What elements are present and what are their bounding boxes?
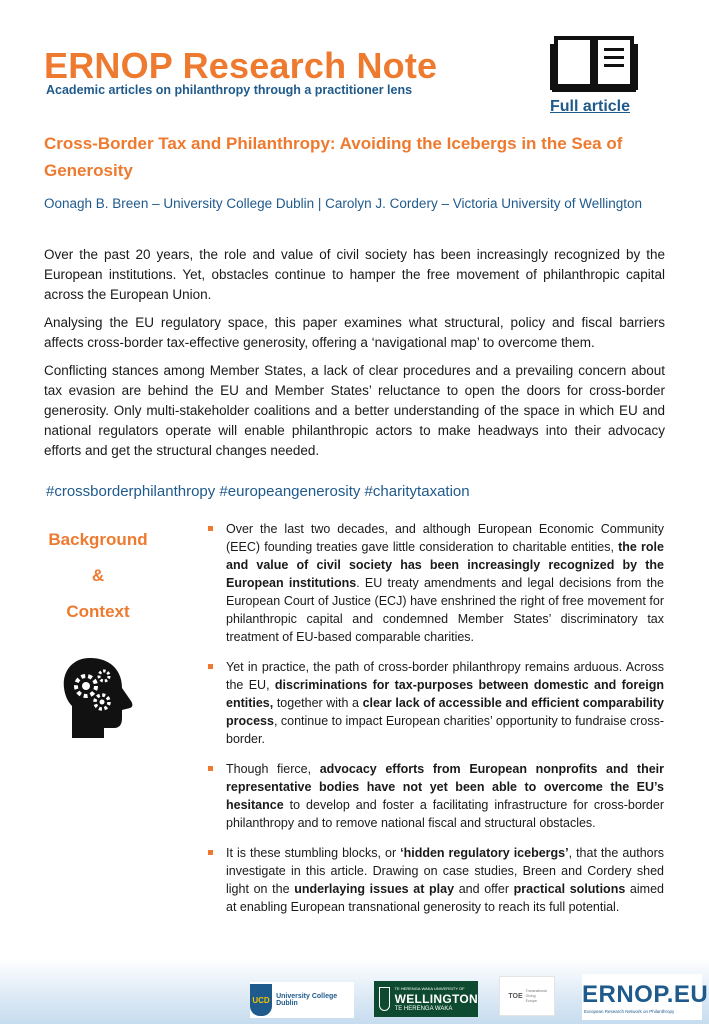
full-article-link[interactable]: Full article — [550, 98, 631, 115]
page-title: ERNOP Research Note — [44, 45, 438, 86]
wellington-logo-text: TE HERENGA WAKA UNIVERSITY OF WELLINGTON TE HERENGA WAKA — [394, 986, 478, 1012]
wellington-crest-icon — [379, 987, 390, 1011]
list-item: It is these stumbling blocks, or ‘hidden regulatory icebergs’, that the authors investigate in this article. Drawing on case studies, Breen and Cordery shed light on the underlaying issues at play and offer practical solutions aimed at enabling European transnational generosity to reach its full potential. — [206, 844, 664, 916]
section-heading-line: Context — [66, 602, 130, 621]
section-heading — [42, 522, 154, 630]
intro-paragraph: Conflicting stances among Member States, a lack of clear procedures and a prevailing concern about tax evasion are behind the EU and Member States’ reluctance to open the doors for cross-border generosity. Only multi-stakeholder coalitions and a better understanding of the space in which EU and national regulators operate will enable philanthropic actors to make headways into their advocacy efforts and get the structural changes needed. — [44, 363, 665, 458]
bullet-square-icon — [208, 766, 213, 771]
hashtags: #crossborderphilanthropy #europeangenerosity #charitytaxation — [46, 483, 470, 500]
list-item: Though fierce, advocacy efforts from European nonprofits and their representative bodies have not yet been able to overcome the EU’s hesitance to develop and foster a facilitating infrastructure for cross-border philanthropy and to remove national fiscal and structural obstacles. — [206, 760, 664, 832]
bullet-square-icon — [208, 664, 213, 669]
article-authors: Oonagh B. Breen – University College Dublin | Carolyn J. Cordery – Victoria University of Wellington — [44, 196, 643, 211]
wellington-logo[interactable] — [374, 981, 478, 1017]
ernop-logo-text: ERNOP.EU — [582, 980, 709, 1008]
ucd-logo[interactable] — [250, 982, 354, 1018]
section-heading-line: & — [91, 566, 105, 585]
ucd-logo-text: University College Dublin — [276, 993, 338, 1007]
section-heading-line: Background — [48, 530, 148, 549]
article-intro — [44, 245, 665, 469]
list-item: Over the last two decades, and although European Economic Community (EEC) founding treaties gave little consideration to charitable entities, the role and value of civil society has been increasingly recognized by the European institutions. EU treaty amendments and legal decisions from the European Court of Justice (ECJ) have enshrined the right of free movement for philanthropic capital and condemned Member States’ discriminatory tax treatment of EU-based comparable charities. — [206, 520, 664, 646]
article-title: Cross-Border Tax and Philanthropy: Avoiding the Icebergs in the Sea of Generosity — [44, 134, 623, 180]
ernop-logo-subtext: European Research Network on Philanthropy — [584, 1008, 675, 1014]
ucd-crest-icon: UCD — [250, 984, 272, 1016]
intro-paragraph: Analysing the EU regulatory space, this paper examines what structural, policy and fiscal barriers affects cross-border tax-effective generosity, offering a ‘navigational map’ to overcome them. — [44, 315, 665, 350]
open-book-icon[interactable] — [549, 34, 639, 96]
page-subtitle: Academic articles on philanthropy through a practitioner lens — [46, 83, 413, 97]
toe-logo-text: Transnational Giving Europe — [525, 988, 547, 1003]
intro-paragraph: Over the past 20 years, the role and value of civil society has been increasingly recognized by the European institutions. Yet, obstacles continue to hamper the free movement of philanthropic capital across the European Union. — [44, 247, 665, 302]
ernop-logo[interactable] — [582, 974, 709, 1020]
bullet-square-icon — [208, 850, 213, 855]
list-item: Yet in practice, the path of cross-border philanthropy remains arduous. Across the EU, discriminations for tax-purposes between domestic and foreign entities, together with a clear lack of accessible and efficient comparability process, continue to impact European charities’ opportunity to fundraise cross-border. — [206, 658, 664, 748]
toe-logo-mark: TOE — [508, 992, 523, 1000]
bullet-list — [206, 520, 664, 928]
head-gears-icon — [60, 656, 134, 740]
toe-logo[interactable] — [499, 976, 555, 1016]
bullet-square-icon — [208, 526, 213, 531]
